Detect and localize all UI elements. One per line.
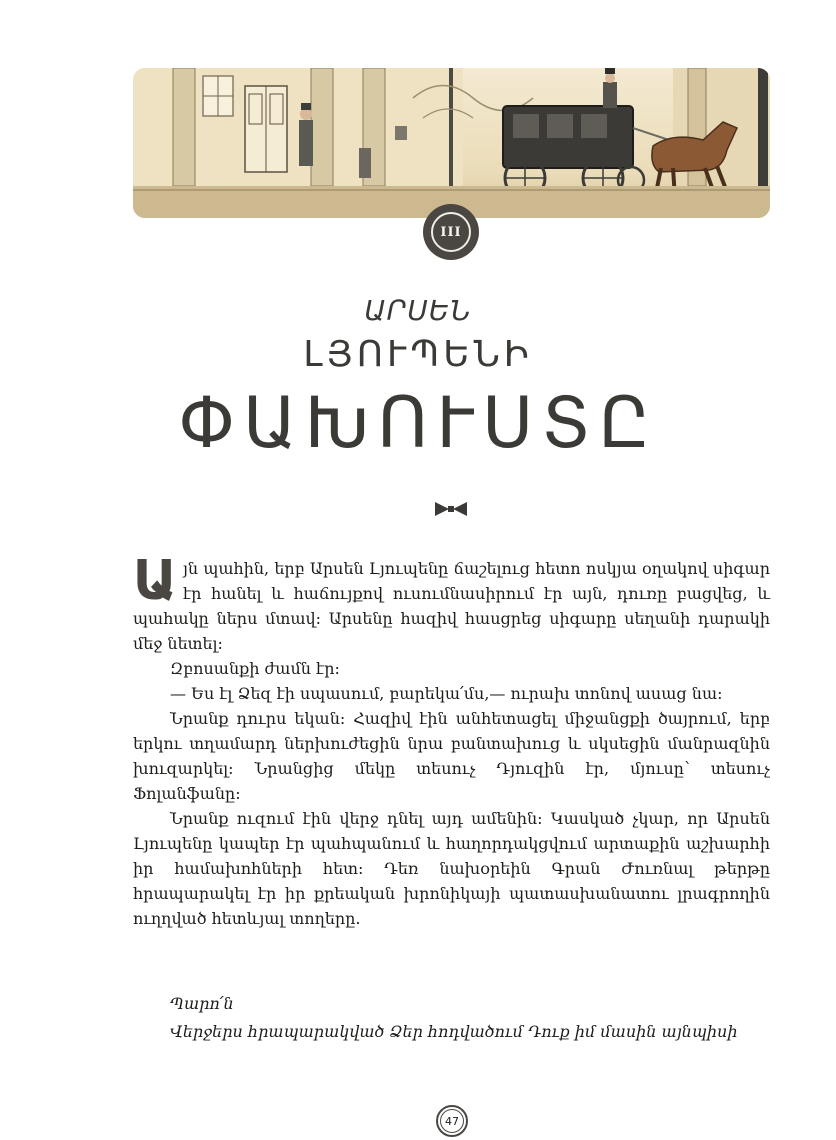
letter-line-1: Վերջերս հրապարակված Ձեր հոդվածում Դուք իմ մասին այնպիսի [170, 1022, 738, 1041]
letter-salutation: Պարո՛ն [170, 994, 234, 1013]
page-number-badge [436, 1105, 468, 1137]
paragraph-3: — Ես էլ Ձեզ էի սպասում, բարեկա՛մս,— ուրախ տոնով ասաց նա: [170, 684, 723, 703]
chapter-number: III [431, 212, 471, 252]
chapter-title: ՓԱԽՈՒՍՏԸ [178, 382, 658, 464]
paragraph-2: Զբոսանքի ժամն էր: [170, 659, 340, 678]
title-author-first-name: ԱՐՍԵՆ [364, 294, 472, 327]
drop-cap: Ա [133, 549, 177, 612]
chapter-number-badge [423, 204, 479, 260]
paragraph-5: Նրանք ուզում էին վերջ դնել այդ ամենին: Կասկած չկար, որ Արսեն Լյուպենը կապեր էր պահպանում և հաղորդակցվում արտաքին աշխարհի իր համախոհների հետ: Դեռ նախօրեին Գրան Ժուռնալ թերթը հրապարակել էր իր քրեական խրոնիկայի պատասխանատու լրագրողին ուղղված հետևյալ տողերը. [133, 809, 770, 928]
paragraph-1 [133, 549, 770, 656]
quoted-letter [170, 990, 770, 1046]
paragraph-1-text: յն պահին, երբ Արսեն Լյուպենը ճաշելուց հետո ոսկյա օղակով սիգար էր հանել և հաճույքով ուսումնասիրում էր այն, դուռը բացվեց, և պահակը ներս մտավ: Արսենը հազիվ հասցրեց սիգարը սեղանի դարակի մեջ նետել: [133, 559, 770, 653]
body-text [133, 549, 770, 931]
paragraph-4: Նրանք դուրս եկան: Հազիվ էին անհետացել միջանցքի ծայրում, երբ երկու տղամարդ ներխուժեցին նրա բանտախուց և սկսեցին մանրազնին խուզարկել: Նրանցից մեկը տեսուչ Դյուզին էր, մյուսը՝ տեսուչ Ֆոլանֆանը: [133, 709, 770, 803]
chapter-illustration [133, 68, 770, 218]
bow-ornament-icon [433, 500, 469, 518]
page-number: 47 [440, 1109, 464, 1133]
title-author-last-name: ԼՅՈՒՊԵՆԻ [303, 334, 533, 375]
